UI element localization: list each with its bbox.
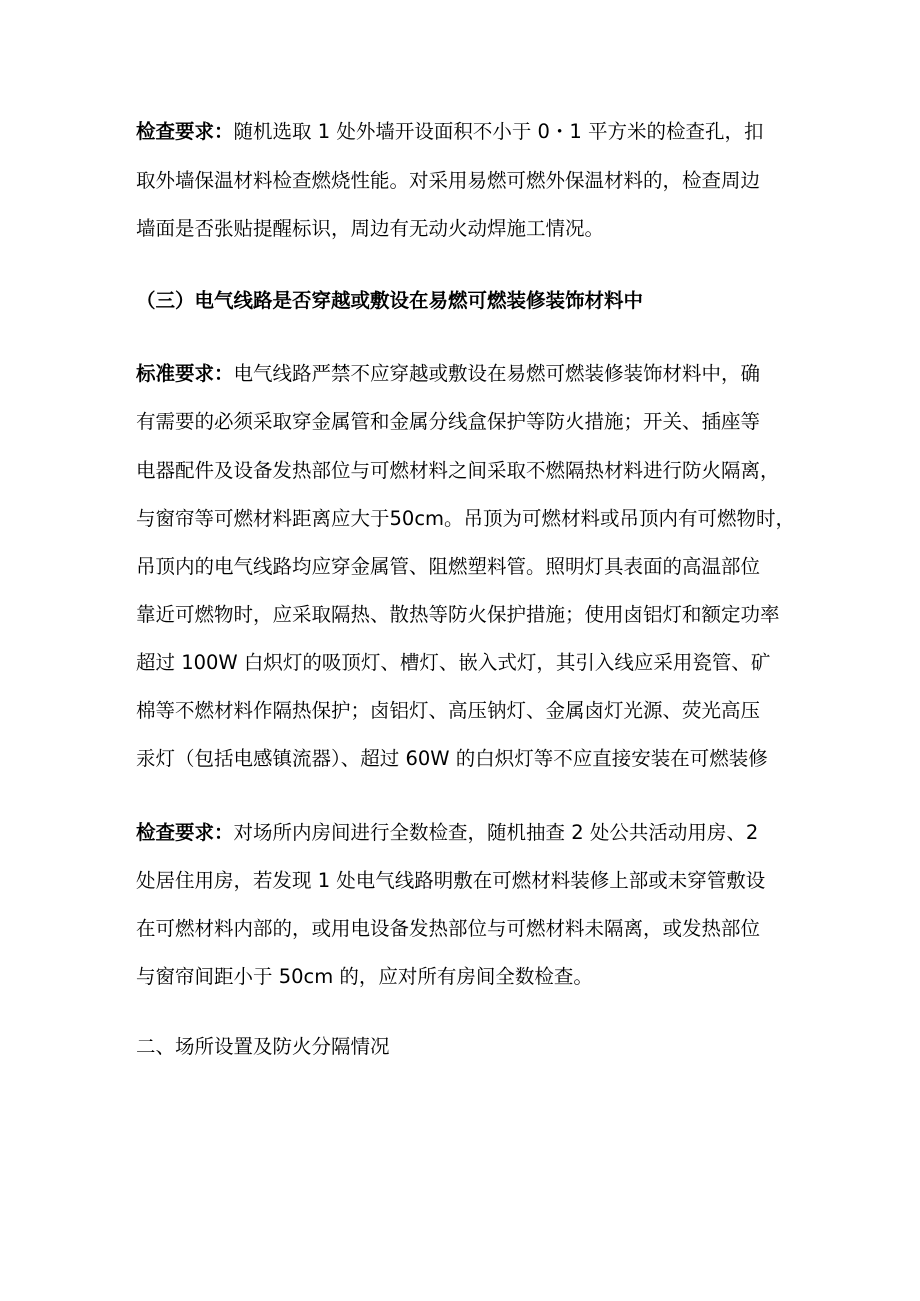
paragraph-line: 棉等不燃材料作隔热保护；卤铝灯、高压钠灯、金属卤灯光源、荧光高压 <box>136 699 761 722</box>
paragraph-text: 电气线路严禁不应穿越或敷设在易燃可燃装修装饰材料中，确 <box>233 362 761 385</box>
paragraph-line: 处居住用房，若发现 1 处电气线路明敷在可燃材料装修上部或未穿管敷设 <box>136 869 766 892</box>
paragraph-line: 与窗帘等可燃材料距离应大于50cm。吊顶为可燃材料或吊顶内有可燃物时， <box>136 507 796 530</box>
paragraph-line: 与窗帘间距小于 50cm 的，应对所有房间全数检查。 <box>136 965 593 988</box>
paragraph-line: 在可燃材料内部的，或用电设备发热部位与可燃材料未隔离，或发热部位 <box>136 917 761 940</box>
paragraph-line <box>136 820 758 846</box>
paragraph-line <box>136 119 764 145</box>
section-label: 标准要求： <box>136 362 234 385</box>
section-heading: 二、场所设置及防火分隔情况 <box>136 1035 390 1058</box>
paragraph-line <box>136 361 760 387</box>
section-label: 检查要求： <box>136 821 234 844</box>
paragraph-line: 有需要的必须采取穿金属管和金属分线盒保护等防火措施；开关、插座等 <box>136 410 761 433</box>
paragraph-line: 超过 100W 白炽灯的吸顶灯、槽灯、嵌入式灯，其引入线应采用瓷管、矿 <box>136 651 771 674</box>
paragraph-line: 电器配件及设备发热部位与可燃材料之间采取不燃隔热材料进行防火隔离， <box>136 459 780 482</box>
section-label: 检查要求： <box>136 120 234 143</box>
paragraph-line: 墙面是否张贴提醒标识，周边有无动火动焊施工情况。 <box>136 217 605 240</box>
paragraph-line: 靠近可燃物时，应采取隔热、散热等防火保护措施；使用卤铝灯和额定功率 <box>136 603 780 626</box>
paragraph-text: 随机选取 1 处外墙开设面积不小于 0・1 平方米的检查孔，扣 <box>233 120 764 143</box>
paragraph-line: 取外墙保温材料检查燃烧性能。对采用易燃可燃外保温材料的，检查周边 <box>136 169 761 192</box>
paragraph-line: 汞灯（包括电感镇流器）、超过 60W 的白炽灯等不应直接安装在可燃装修 <box>136 747 768 770</box>
paragraph-text: 对场所内房间进行全数检查，随机抽查 2 处公共活动用房、2 <box>233 821 759 844</box>
paragraph-line: 吊顶内的电气线路均应穿金属管、阻燃塑料管。照明灯具表面的高温部位 <box>136 555 761 578</box>
section-heading: （三）电气线路是否穿越或敷设在易燃可燃装修装饰材料中 <box>136 289 644 312</box>
